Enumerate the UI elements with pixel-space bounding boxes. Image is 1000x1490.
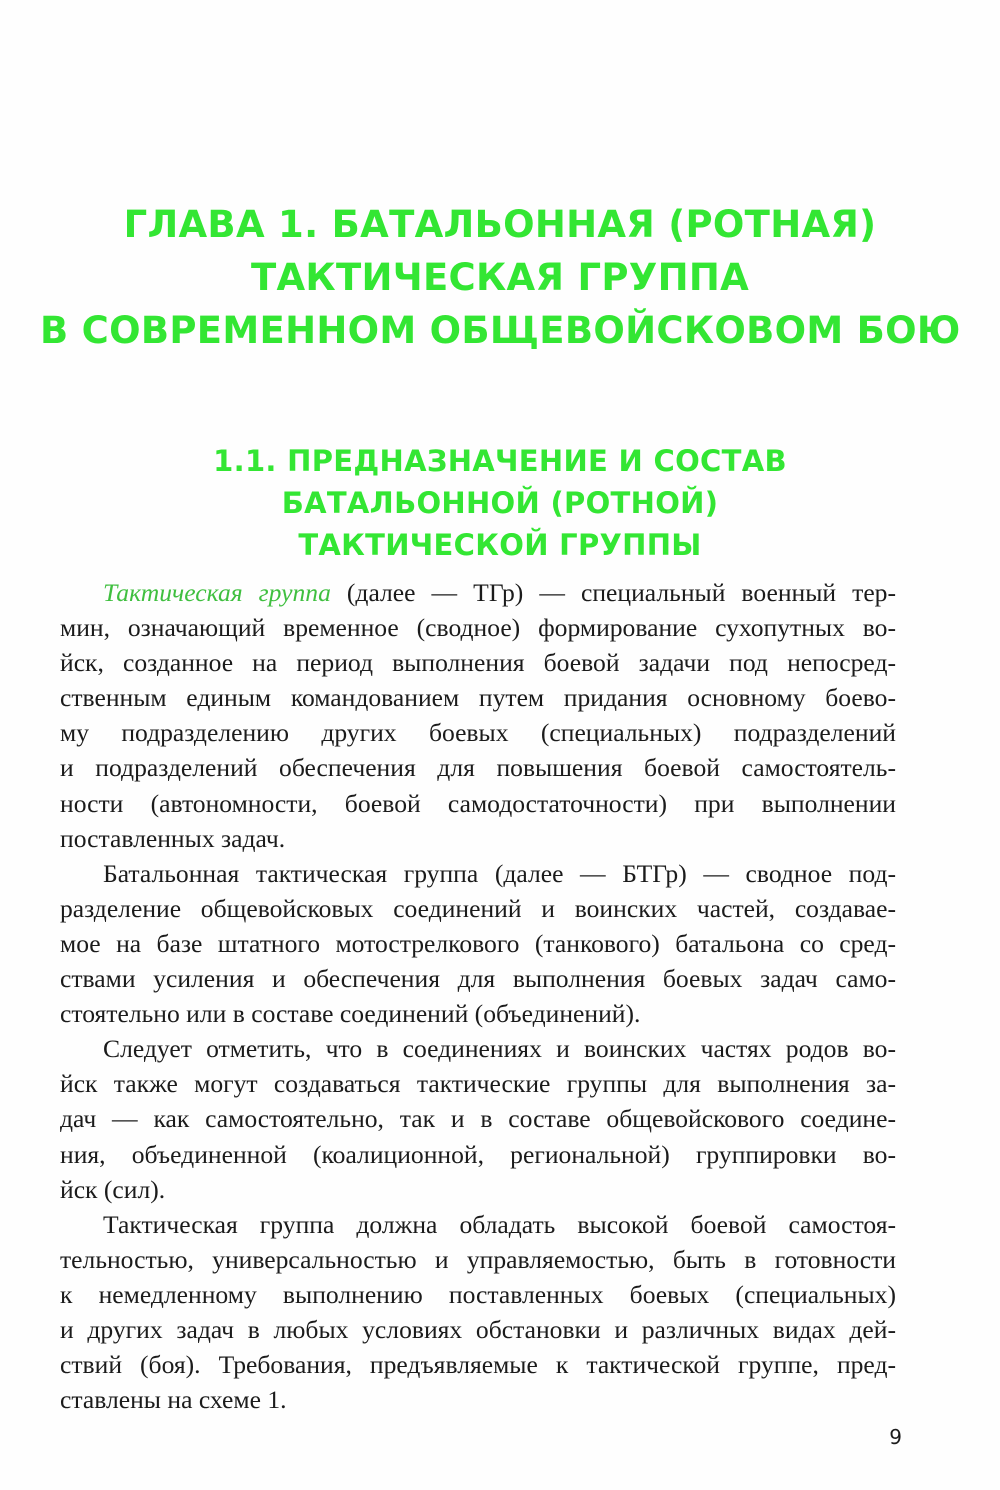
text-line: йск, созданное на период выполнения боевой задачи под непосред- [60, 648, 896, 678]
text-line: ставлены на схеме 1. [60, 1385, 287, 1415]
text-line: ния, объединенной (коалиционной, региональной) группировки во- [60, 1139, 896, 1169]
chapter-title-line: ТАКТИЧЕСКАЯ ГРУППА [250, 256, 750, 299]
chapter-title [40, 198, 960, 357]
text-line: к немедленному выполнению поставленных боевых (специальных) [60, 1279, 896, 1309]
section-title [90, 440, 910, 566]
text-line: Батальонная тактическая группа (далее — БТГр) — сводное под- [103, 858, 896, 888]
chapter-title-line: ГЛАВА 1. БАТАЛЬОННАЯ (РОТНАЯ) [123, 203, 877, 246]
text-line: и подразделений обеспечения для повышения боевой самостоятель- [60, 753, 896, 783]
text-line: му подразделению других боевых (специальных) подразделений [60, 718, 896, 748]
text-line: ственным единым командованием путем придания основному боево- [60, 683, 896, 713]
paragraph-requirements [60, 1207, 896, 1418]
text-line: йск также могут создаваться тактические группы для выполнения за- [60, 1069, 896, 1099]
section-title-line: ТАКТИЧЕСКОЙ ГРУППЫ [298, 528, 702, 562]
text-line: ствий (боя). Требования, предъявляемые к тактической группе, пред- [60, 1350, 896, 1380]
text-line: йск (сил). [60, 1174, 166, 1204]
text-line: ствами усиления и обеспечения для выполнения боевых задач само- [60, 964, 896, 994]
text-line: разделение общевойсковых соединений и воинских частей, создавае- [60, 893, 896, 923]
section-title-line: БАТАЛЬОННОЙ (РОТНОЙ) [281, 486, 719, 520]
section-title-line: 1.1. ПРЕДНАЗНАЧЕНИЕ И СОСТАВ [213, 444, 787, 478]
text-line [103, 575, 896, 610]
body-text [60, 575, 896, 1417]
text-line: и других задач в любых условиях обстановки и различных видах дей- [60, 1314, 896, 1344]
text-line: мое на базе штатного мотострелкового (танкового) батальона со сред- [60, 928, 896, 958]
text-line: Следует отметить, что в соединениях и воинских частях родов во- [103, 1034, 896, 1064]
chapter-title-line: В СОВРЕМЕННОМ ОБЩЕВОЙСКОВОМ БОЮ [40, 309, 961, 352]
text-line: поставленных задач. [60, 823, 286, 853]
text-line: ности (автономности, боевой самодостаточности) при выполнении [60, 788, 896, 818]
paragraph-service-branches [60, 1031, 896, 1206]
paragraph-definition-btgr [60, 856, 896, 1031]
page-number: 9 [889, 1425, 902, 1449]
paragraph-definition-tgr [60, 575, 896, 856]
text-line: тельностью, универсальностью и управляемостью, быть в готовности [60, 1244, 896, 1274]
text-fragment: (далее — ТГр) — специальный военный тер- [330, 578, 896, 607]
text-line: стоятельно или в составе соединений (объединений). [60, 999, 641, 1029]
term-highlight: Тактическая группа [103, 578, 331, 607]
text-line: дач — как самостоятельно, так и в составе общевойскового соедине- [60, 1104, 896, 1134]
text-line: мин, означающий временное (сводное) формирование сухопутных во- [60, 613, 896, 643]
text-line: Тактическая группа должна обладать высокой боевой самостоя- [103, 1209, 896, 1239]
